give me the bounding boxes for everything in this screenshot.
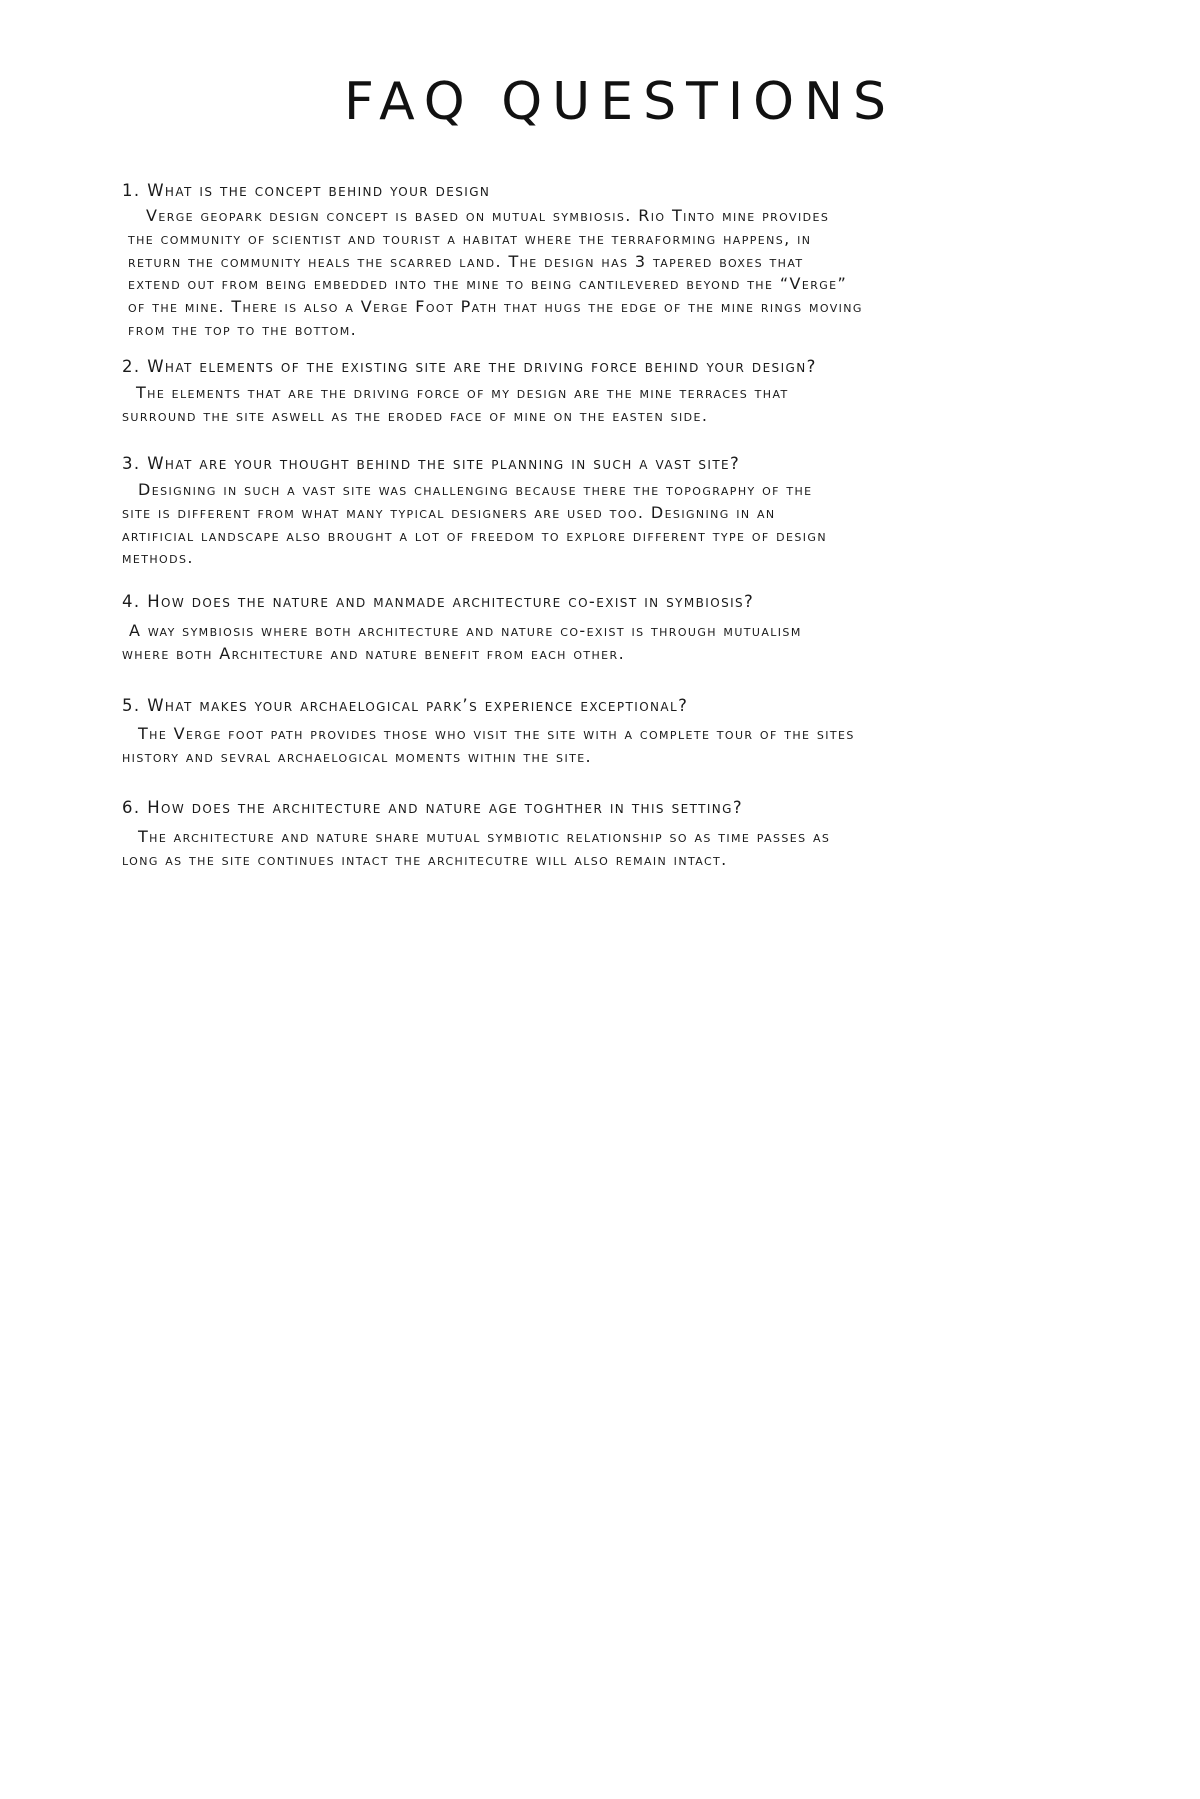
faq-answer-4 xyxy=(122,620,802,666)
answer-line: artificial landscape also brought a lot of freedom to explore different type of design xyxy=(122,525,827,545)
faq-answer-5 xyxy=(122,723,855,769)
answer-line: history and sevral archaelogical moments within the site. xyxy=(122,746,593,766)
faq-question-5: 5. What makes your archaelogical park’s experience exceptional? xyxy=(122,696,689,715)
answer-line: return the community heals the scarred land. The design has 3 tapered boxes that xyxy=(128,251,804,271)
answer-line: of the mine. There is also a Verge Foot Path that hugs the edge of the mine rings moving xyxy=(128,297,863,317)
faq-question-3: 3. What are your thought behind the site planning in such a vast site? xyxy=(122,454,741,473)
answer-line: surround the site aswell as the eroded face of mine on the easten side. xyxy=(122,405,709,425)
faq-answer-3 xyxy=(122,479,827,570)
faq-question-1: 1. What is the concept behind your design xyxy=(122,181,491,200)
answer-line: methods. xyxy=(122,548,194,568)
answer-line: Verge geopark design concept is based on mutual symbiosis. Rio Tinto mine provides xyxy=(146,206,830,225)
answer-line: The architecture and nature share mutual symbiotic relationship so as time passes as xyxy=(138,827,831,846)
answer-line: site is different from what many typical designers are used too. Designing in an xyxy=(122,502,776,522)
answer-line: the community of scientist and tourist a habitat where the terraforming happens, in xyxy=(128,228,812,248)
faq-question-4: 4. How does the nature and manmade architecture co-exist in symbiosis? xyxy=(122,592,755,611)
faq-question-6: 6. How does the architecture and nature age toghther in this setting? xyxy=(122,798,743,817)
faq-answer-6 xyxy=(122,826,830,872)
answer-line: from the top to the bottom. xyxy=(128,319,358,339)
faq-answer-1 xyxy=(128,205,863,342)
answer-line: where both Architecture and nature benefit from each other. xyxy=(122,643,626,663)
answer-line: The Verge foot path provides those who visit the site with a complete tour of the sites xyxy=(138,724,855,743)
page-title: FAQ QUESTIONS xyxy=(343,72,897,132)
answer-line: extend out from being embedded into the mine to being cantilevered beyond the “Verge” xyxy=(128,274,848,294)
faq-question-2: 2. What elements of the existing site are the driving force behind your design? xyxy=(122,357,817,376)
faq-answer-2 xyxy=(122,382,789,428)
answer-line: A way symbiosis where both architecture and nature co-exist is through mutualism xyxy=(129,621,802,640)
answer-line: The elements that are the driving force of my design are the mine terraces that xyxy=(136,383,789,402)
answer-line: long as the site continues intact the architecutre will also remain intact. xyxy=(122,849,728,869)
answer-line: Designing in such a vast site was challenging because there the topography of the xyxy=(138,480,813,499)
